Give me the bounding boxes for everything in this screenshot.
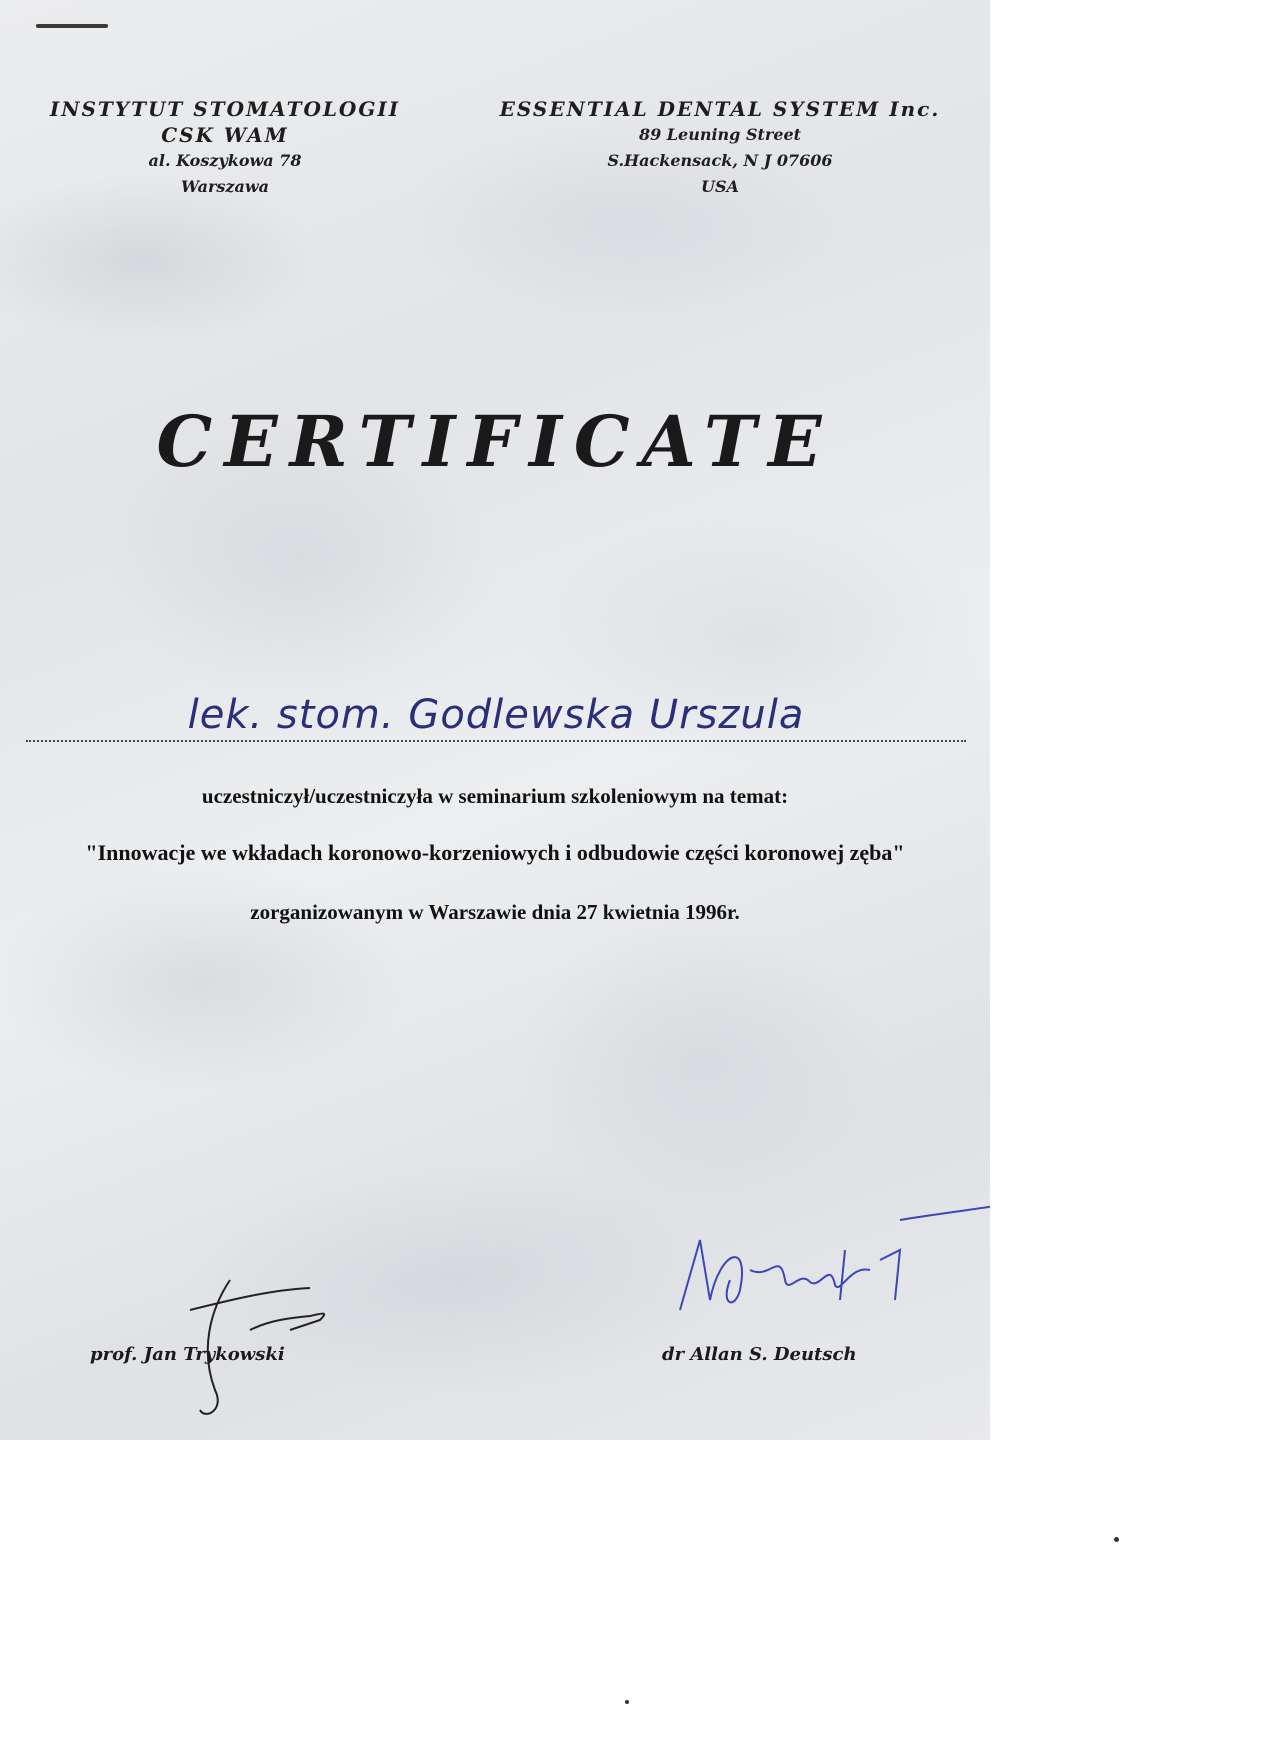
- seminar-date: zorganizowanym w Warszawie dnia 27 kwietnia 1996r.: [250, 900, 740, 924]
- margin-speck: [1114, 1537, 1119, 1542]
- company-header: [470, 96, 970, 200]
- company-street: 89 Leuning Street: [638, 125, 802, 144]
- margin-speck: [625, 1700, 629, 1704]
- company-name: ESSENTIAL DENTAL SYSTEM Inc.: [499, 97, 941, 121]
- seminar-topic: "Innowacje we wkładach koronowo-korzeniowych i odbudowie części koronowej zęba": [85, 840, 905, 865]
- institute-unit: CSK WAM: [161, 123, 289, 147]
- signatory-left: prof. Jan Trykowski: [90, 1344, 285, 1365]
- signatory-right: dr Allan S. Deutsch: [662, 1344, 857, 1365]
- participation-text: uczestniczył/uczestniczyła w seminarium szkoleniowym na temat:: [201, 784, 789, 808]
- company-country: USA: [701, 177, 739, 196]
- institute-city: Warszawa: [181, 177, 269, 196]
- recipient-line: [26, 690, 966, 742]
- signature-right: [670, 1210, 990, 1330]
- institute-name: INSTYTUT STOMATOLOGII: [49, 97, 401, 121]
- company-city: S.Hackensack, N J 07606: [607, 151, 833, 170]
- corner-mark: [36, 24, 108, 28]
- institute-street: al. Koszykowa 78: [148, 151, 302, 170]
- recipient-name: lek. stom. Godlewska Urszula: [187, 692, 805, 738]
- certificate-title: CERTIFICATE: [156, 400, 834, 483]
- institute-header: [30, 96, 420, 200]
